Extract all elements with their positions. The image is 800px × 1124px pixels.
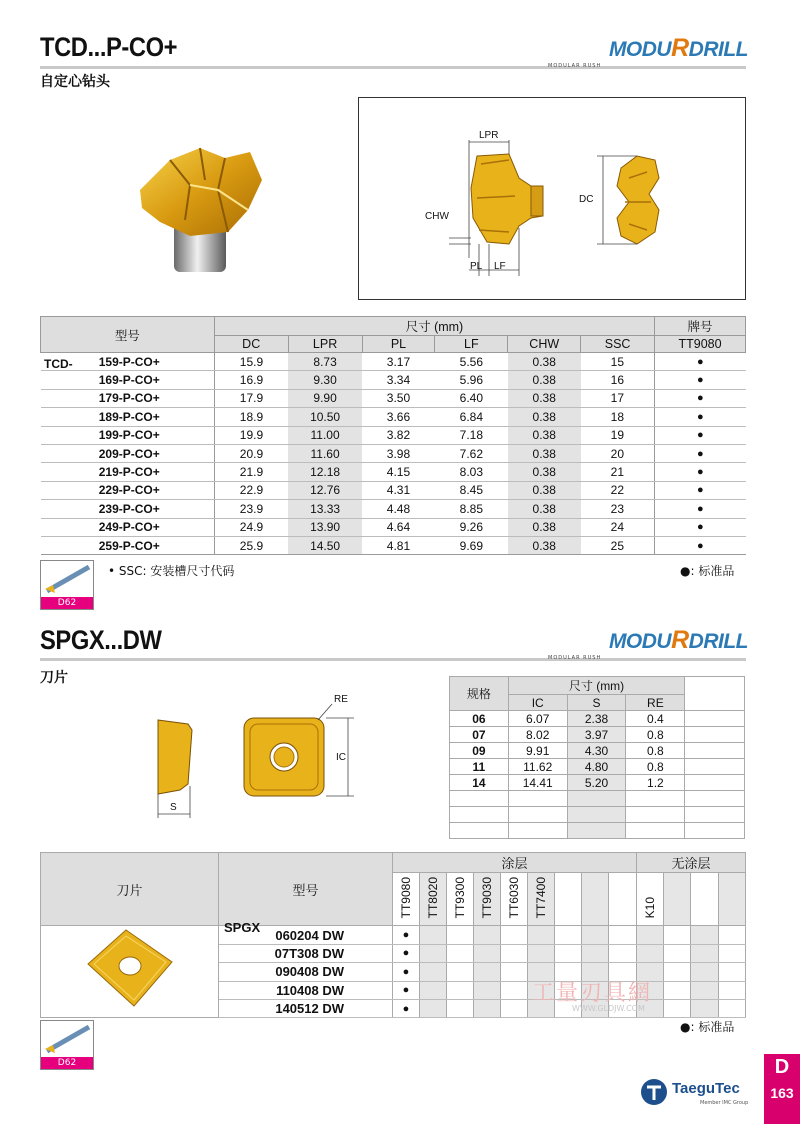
cell-grade: ● — [655, 371, 746, 389]
cell-ssc: 17 — [581, 389, 655, 407]
cell-chw: 0.38 — [508, 371, 581, 389]
section1-title: TCD...P-CO+ — [40, 32, 178, 62]
header-coated: 涂层 — [393, 853, 637, 873]
label-pl: PL — [470, 261, 483, 272]
cell-s: 5.20 — [567, 775, 626, 791]
model-cell: 229-P-CO+ — [41, 481, 215, 499]
col-dc: DC — [214, 336, 288, 353]
cell-ic: 14.41 — [508, 775, 567, 791]
cell-dc: 24.9 — [214, 518, 288, 536]
cell-lf: 8.45 — [435, 481, 508, 499]
cell-chw: 0.38 — [508, 481, 581, 499]
cell-chw: 0.38 — [508, 444, 581, 462]
cell-lpr: 9.30 — [288, 371, 362, 389]
label-chw: CHW — [425, 211, 449, 222]
cell-re: 0.8 — [626, 759, 685, 775]
modurdrill-logo: MODURDRILL MODULAR RUSH — [548, 34, 748, 69]
cell-spec: 06 — [450, 711, 509, 727]
cell-dc: 22.9 — [214, 481, 288, 499]
cell-pl: 3.17 — [362, 353, 435, 371]
cell-ic: 11.62 — [508, 759, 567, 775]
col-re: RE — [626, 695, 685, 711]
cell-pl: 4.31 — [362, 481, 435, 499]
table-row — [41, 463, 746, 481]
cell-grade: ● — [655, 500, 746, 518]
drill-dimension-diagram — [358, 97, 746, 300]
cell-dc: 20.9 — [214, 444, 288, 462]
cell-dc: 17.9 — [214, 389, 288, 407]
table-row — [450, 743, 745, 759]
model-cell: 060204 DW — [219, 926, 393, 944]
cell-grade: ● — [655, 463, 746, 481]
cell-ssc: 20 — [581, 444, 655, 462]
cell-lpr: 9.90 — [288, 389, 362, 407]
col-ssc: SSC — [581, 336, 655, 353]
section2-title: SPGX...DW — [40, 625, 162, 655]
table-row — [450, 711, 745, 727]
grade-col-header: TT9080 — [393, 873, 420, 926]
cell-lpr: 12.18 — [288, 463, 362, 481]
cell-re: 0.4 — [626, 711, 685, 727]
table-row — [41, 389, 746, 407]
table-row — [41, 500, 746, 518]
cell-pl: 4.64 — [362, 518, 435, 536]
cell-pl: 3.98 — [362, 444, 435, 462]
model-cell: 140512 DW — [219, 999, 393, 1017]
cell-grade: ● — [655, 389, 746, 407]
cell-grade: ● — [393, 944, 420, 962]
cell-s: 4.30 — [567, 743, 626, 759]
cell-lpr: 10.50 — [288, 408, 362, 426]
header-model-2: 型号 — [219, 853, 393, 926]
cell-ssc: 25 — [581, 536, 655, 554]
cell-lpr: 11.60 — [288, 444, 362, 462]
section-tab — [764, 1054, 800, 1124]
cell-ic: 8.02 — [508, 727, 567, 743]
cell-grade: ● — [655, 426, 746, 444]
table-row — [450, 759, 745, 775]
cell-pl: 4.48 — [362, 500, 435, 518]
cell-dc: 15.9 — [214, 353, 288, 371]
label-re: RE — [334, 694, 348, 705]
cell-dc: 23.9 — [214, 500, 288, 518]
cell-lf: 6.40 — [435, 389, 508, 407]
grade-col-header: K10 — [637, 873, 664, 926]
watermark: 工量刃具網 — [532, 981, 653, 1006]
cell-ssc: 24 — [581, 518, 655, 536]
table-row — [41, 353, 746, 371]
model-cell: 07T308 DW — [219, 944, 393, 962]
model-cell: 259-P-CO+ — [41, 536, 215, 554]
model-cell: 199-P-CO+ — [41, 426, 215, 444]
cell-grade: ● — [393, 999, 420, 1017]
watermark-url: WWW.GLDJW.COM — [572, 1004, 645, 1013]
cell-s: 2.38 — [567, 711, 626, 727]
model-cell: 090408 DW — [219, 963, 393, 981]
cell-lpr: 13.33 — [288, 500, 362, 518]
cell-lpr: 8.73 — [288, 353, 362, 371]
col-ic: IC — [508, 695, 567, 711]
header-dims: 尺寸 (mm) — [214, 317, 654, 336]
cell-spec: 14 — [450, 775, 509, 791]
col-chw: CHW — [508, 336, 581, 353]
cell-s: 4.80 — [567, 759, 626, 775]
cell-grade: ● — [655, 408, 746, 426]
cell-chw: 0.38 — [508, 500, 581, 518]
header-dims-2: 尺寸 (mm) — [508, 677, 684, 695]
model-cell: 110408 DW — [219, 981, 393, 999]
insert-dims-table — [449, 676, 745, 839]
col-lpr: LPR — [288, 336, 362, 353]
standard-note-2: ●: 标准品 — [680, 1020, 735, 1034]
model-cell: 249-P-CO+ — [41, 518, 215, 536]
label-s: S — [170, 802, 177, 813]
grade-col-header: TT7400 — [528, 873, 555, 926]
cell-ssc: 22 — [581, 481, 655, 499]
cell-pl: 4.81 — [362, 536, 435, 554]
table-row — [41, 536, 746, 554]
table-row — [41, 444, 746, 462]
drill-spec-table — [40, 316, 746, 555]
table-row — [450, 823, 745, 839]
ssc-note: • SSC: 安装槽尺寸代码 — [108, 564, 235, 578]
drill-head-image — [130, 140, 270, 280]
cell-re: 1.2 — [626, 775, 685, 791]
cell-grade: ● — [655, 444, 746, 462]
cell-grade: ● — [393, 963, 420, 981]
section2-subtitle: 刀片 — [40, 670, 68, 686]
cell-re: 0.8 — [626, 727, 685, 743]
table-row — [450, 791, 745, 807]
cell-dc: 21.9 — [214, 463, 288, 481]
cell-lf: 5.56 — [435, 353, 508, 371]
table-row — [450, 727, 745, 743]
tool-icon-d62-2: D62 — [40, 1020, 94, 1070]
standard-note: ●: 标准品 — [680, 564, 735, 578]
cell-ssc: 18 — [581, 408, 655, 426]
grade-col-header: TT9300 — [447, 873, 474, 926]
cell-ic: 6.07 — [508, 711, 567, 727]
cell-s: 3.97 — [567, 727, 626, 743]
cell-lf: 8.03 — [435, 463, 508, 481]
cell-chw: 0.38 — [508, 426, 581, 444]
label-dc: DC — [579, 194, 594, 205]
header-uncoated: 无涂层 — [637, 853, 746, 873]
cell-pl: 3.66 — [362, 408, 435, 426]
model-cell: 189-P-CO+ — [41, 408, 215, 426]
table-row — [41, 518, 746, 536]
cell-grade: ● — [655, 353, 746, 371]
cell-grade: ● — [655, 536, 746, 554]
col-lf: LF — [435, 336, 508, 353]
header-spec: 规格 — [450, 677, 509, 711]
table-row — [450, 807, 745, 823]
cell-grade: ● — [393, 926, 420, 944]
table-row — [41, 408, 746, 426]
table-row — [41, 371, 746, 389]
table-row — [450, 775, 745, 791]
model-prefix: TCD- — [44, 357, 73, 371]
cell-ssc: 16 — [581, 371, 655, 389]
table-row — [41, 481, 746, 499]
cell-lf: 8.85 — [435, 500, 508, 518]
cell-chw: 0.38 — [508, 408, 581, 426]
model-cell: 169-P-CO+ — [41, 371, 215, 389]
grade-col-header: TT6030 — [501, 873, 528, 926]
cell-dc: 25.9 — [214, 536, 288, 554]
cell-dc: 18.9 — [214, 408, 288, 426]
cell-pl: 3.34 — [362, 371, 435, 389]
header-grade: 牌号 — [655, 317, 746, 336]
cell-lpr: 12.76 — [288, 481, 362, 499]
cell-lf: 9.26 — [435, 518, 508, 536]
label-ic: IC — [336, 752, 346, 763]
cell-chw: 0.38 — [508, 463, 581, 481]
section-letter: D — [774, 1056, 790, 1078]
page-number: 163 — [770, 1085, 794, 1101]
cell-ic: 9.91 — [508, 743, 567, 759]
grade-col-header: TT9030 — [474, 873, 501, 926]
model-cell: 179-P-CO+ — [41, 389, 215, 407]
model-cell: 209-P-CO+ — [41, 444, 215, 462]
cell-lf: 7.18 — [435, 426, 508, 444]
cell-pl: 4.15 — [362, 463, 435, 481]
table-row — [41, 426, 746, 444]
cell-ssc: 19 — [581, 426, 655, 444]
cell-lpr: 13.90 — [288, 518, 362, 536]
grade-col-header: TT8020 — [420, 873, 447, 926]
insert-prefix: SPGX — [224, 920, 261, 935]
cell-chw: 0.38 — [508, 353, 581, 371]
cell-lf: 6.84 — [435, 408, 508, 426]
header-insert: 刀片 — [41, 853, 219, 926]
label-lpr: LPR — [479, 130, 499, 141]
insert-dimension-diagram — [140, 690, 370, 820]
cell-grade: ● — [393, 981, 420, 999]
cell-lpr: 14.50 — [288, 536, 362, 554]
tool-icon-d62: D62 — [40, 560, 94, 610]
model-cell: 239-P-CO+ — [41, 500, 215, 518]
insert-image — [80, 924, 180, 1014]
cell-chw: 0.38 — [508, 389, 581, 407]
section1-subtitle: 自定心钻头 — [40, 74, 110, 90]
col-pl: PL — [362, 336, 435, 353]
cell-re: 0.8 — [626, 743, 685, 759]
cell-grade: ● — [655, 518, 746, 536]
cell-lf: 9.69 — [435, 536, 508, 554]
cell-dc: 19.9 — [214, 426, 288, 444]
cell-lf: 7.62 — [435, 444, 508, 462]
cell-grade: ● — [655, 481, 746, 499]
cell-spec: 11 — [450, 759, 509, 775]
cell-ssc: 21 — [581, 463, 655, 481]
model-cell: 159-P-CO+ — [41, 353, 215, 371]
col-grade-tt9080: TT9080 — [655, 336, 746, 353]
col-s: S — [567, 695, 626, 711]
modurdrill-logo-2: MODURDRILL MODULAR RUSH — [548, 626, 748, 661]
cell-chw: 0.38 — [508, 518, 581, 536]
cell-pl: 3.82 — [362, 426, 435, 444]
cell-ssc: 15 — [581, 353, 655, 371]
model-cell: 219-P-CO+ — [41, 463, 215, 481]
cell-pl: 3.50 — [362, 389, 435, 407]
cell-lpr: 11.00 — [288, 426, 362, 444]
cell-spec: 09 — [450, 743, 509, 759]
header-model: 型号 — [41, 317, 215, 353]
label-lf: LF — [494, 261, 506, 272]
taegutec-logo: TaeguTec Member IMC Group — [640, 1076, 750, 1108]
cell-ssc: 23 — [581, 500, 655, 518]
cell-chw: 0.38 — [508, 536, 581, 554]
cell-lf: 5.96 — [435, 371, 508, 389]
cell-dc: 16.9 — [214, 371, 288, 389]
cell-spec: 07 — [450, 727, 509, 743]
